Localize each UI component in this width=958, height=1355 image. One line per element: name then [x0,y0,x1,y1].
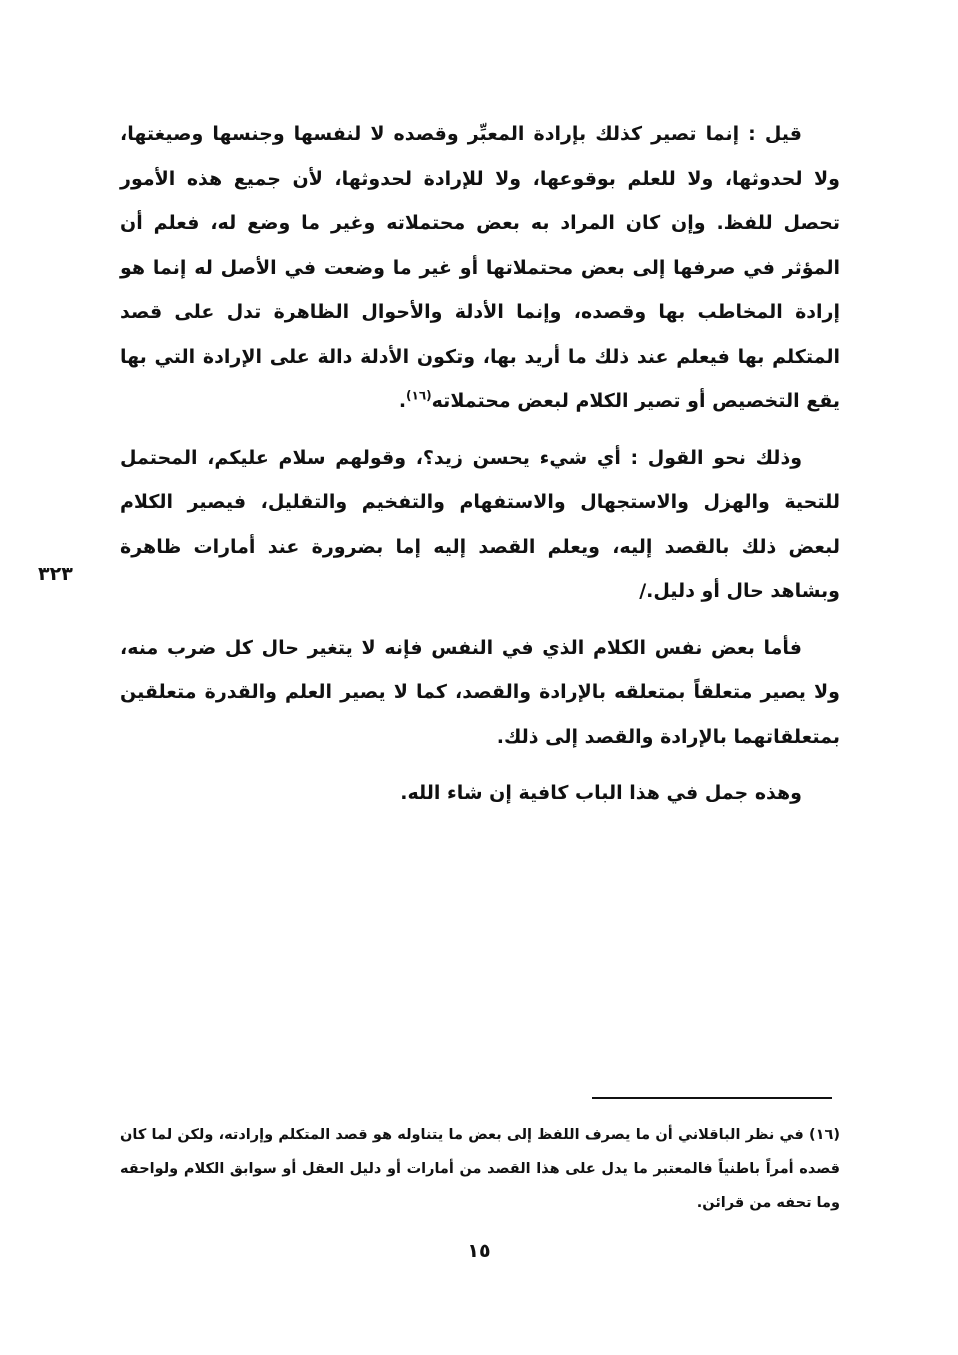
paragraph-1-end: . [398,390,407,412]
footnote-text: في نظر الباقلاني أن ما يصرف اللفظ إلى بعض ما يتناوله هو قصد المتكلم وإرادته، ولكن لما كان قصده أمراً باطنياً فالمعتبر ما يدل على هذا القصد من أمارات أو دليل العقل أو سوابق الكلام ولواحقه وما تحفه من قرائن. [120,1127,840,1211]
paragraph-3: فأما بعض نفس الكلام الذي في النفس فإنه لا يتغير حال كل ضرب منه، ولا يصير متعلقاً بمتعلقه بالإرادة والقصد، كما لا يصير العلم والقدرة متعلقين بمتعلقاتهما بالإرادة والقصد إلى ذلك. [120,636,840,748]
paragraph-4: وهذه جمل في هذا الباب كافية إن شاء الله. [400,782,802,804]
margin-page-reference: ٣٢٣ [38,563,73,585]
paragraph-1-text: قيل : إنما تصير كذلك بإرادة المعبِّر وقصده لا لنفسها وجنسها وصيغتها، ولا لحدوثها، ولا للعلم بوقوعها، ولا للإرادة لحدوثها، لأن جميع هذه الأمور تحصل للفظ. وإن كان المراد به بعض محتملاته وغير ما وضع له، فعلم أن المؤثر في صرفها إلى بعض محتملاتها أو غير ما وضعت في الأصل له إنما هو إرادة المخاطب بها وقصده، وإنما الأدلة والأحوال الظاهرة تدل على قصد المتكلم بها فيعلم عند ذلك ما أريد بها، وتكون الأدلة دالة على الإرادة التي بها يقع التخصيص أو تصير الكلام لبعض محتملاته [120,123,840,412]
paragraph-2: وذلك نحو القول : أي شيء يحسن زيد؟، وقولهم سلام عليكم، المحتمل للتحية والهزل والاستجهال والاستفهام والتفخيم والتقليل، فيصير الكلام لبعض ذلك بالقصد إليه، ويعلم القصد إليه إما بضرورة عند أمارات ظاهرة وبشاهد حال أو دليل./ [120,446,840,602]
page-number: ١٥ [467,1240,491,1262]
footnote-reference: (١٦) [406,388,432,403]
footnote [120,1118,840,1220]
paragraph-1 [120,112,840,424]
footnote-divider [592,1097,832,1099]
main-text [120,112,840,828]
footnote-number: (١٦) [809,1127,840,1143]
